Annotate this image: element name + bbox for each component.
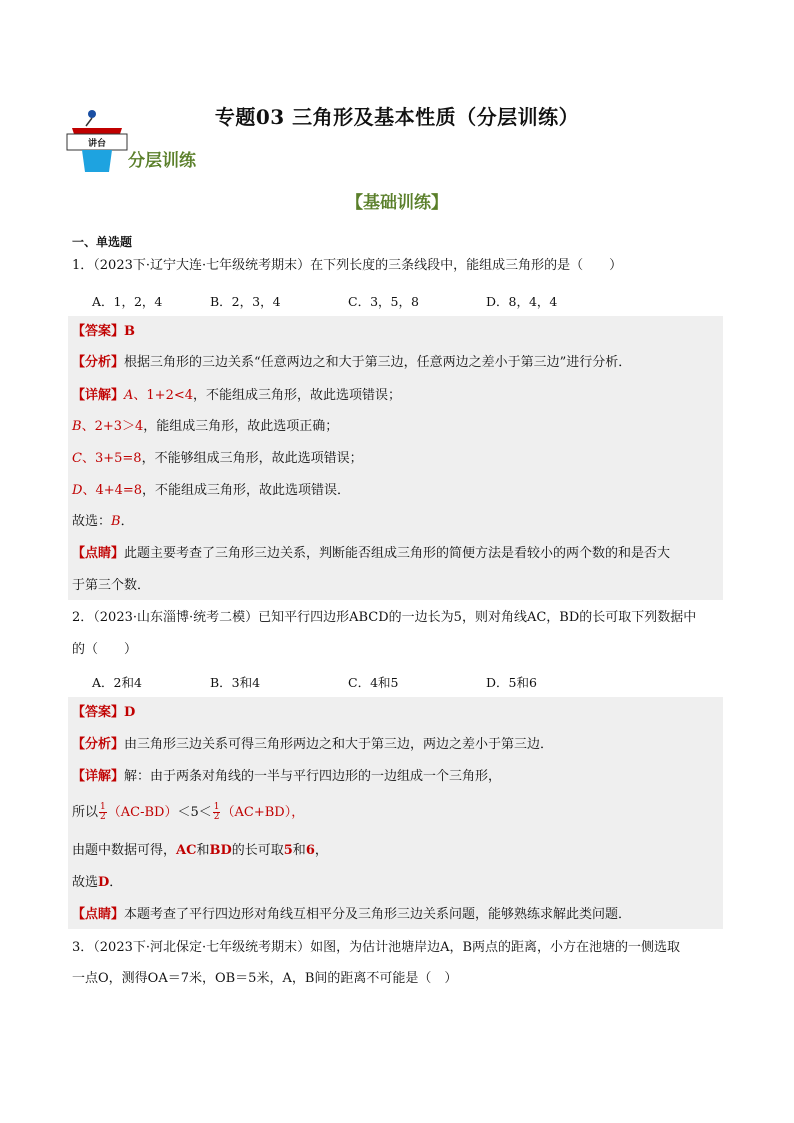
q2-stem-line1: 2．（2023·山东淄博·统考二模）已知平行四边形ABCD的一边长为5，则对角线AC，BD的长可取下列数据中 bbox=[72, 610, 697, 625]
q2-analysis-line: 【分析】由三角形三边关系可得三角形两边之和大于第三边，两边之差小于第三边． bbox=[72, 737, 554, 752]
q2-inequality: 所以 $\frac{1}{2}$ （AC-BD）＜5＜ $\frac{1}{2}$ （AC+BD）， bbox=[72, 802, 305, 822]
q1-option-a: A．1，2，4 bbox=[92, 294, 163, 309]
q1-options bbox=[92, 292, 712, 310]
page-title: 专题03 三角形及基本性质（分层训练） bbox=[214, 105, 580, 129]
q1-conclusion: 故选：B． bbox=[72, 514, 134, 529]
q2-comment: 【点睛】本题考查了平行四边形对角线互相平分及三角形三边关系问题，能够熟练求解此类问题． bbox=[72, 907, 632, 922]
q2-option-c: C．4和5 bbox=[348, 675, 399, 690]
q1-option-b: B．2，3，4 bbox=[210, 294, 281, 309]
q1-detail-d: D、4+4=8，不能组成三角形，故此选项错误． bbox=[72, 483, 351, 498]
q2-conclusion: 故选D． bbox=[72, 875, 123, 890]
q1-detail-c: C、3+5=8，不能够组成三角形，故此选项错误； bbox=[72, 451, 363, 466]
q2-option-b: B．3和4 bbox=[210, 675, 261, 690]
q1-detail-b: B、2+3＞4，能组成三角形，故此选项正确； bbox=[72, 419, 339, 434]
q1-comment-line1: 【点睛】此题主要考查了三角形三边关系，判断能否组成三角形的简便方法是看较小的两个数的和是否大 bbox=[72, 546, 671, 561]
q1-answer-line: 【答案】B bbox=[72, 324, 136, 339]
badge-label: 分层训练 bbox=[128, 151, 196, 171]
q2-detail-line: 【详解】解：由于两条对角线的一半与平行四边形的一边组成一个三角形， bbox=[72, 769, 502, 784]
q3-stem-line1: 3．（2023下·河北保定·七年级统考期末）如图，为估计池塘岸边A，B两点的距离，小方在池塘的一侧选取 bbox=[72, 940, 681, 955]
q2-options bbox=[92, 673, 712, 691]
q2-data-line: 由题中数据可得，AC和BD的长可取5和6， bbox=[72, 843, 328, 858]
section-heading: 【基础训练】 bbox=[346, 193, 448, 213]
podium-label: 讲台 bbox=[87, 139, 107, 149]
part-label: 一、单选题 bbox=[72, 235, 133, 249]
q1-comment-line2: 于第三个数． bbox=[72, 578, 151, 593]
q2-option-a: A．2和4 bbox=[92, 675, 142, 690]
q1-option-d: D．8，4，4 bbox=[486, 294, 558, 309]
q3-stem-line2: 一点O，测得OA＝7米，OB＝5米，A，B间的距离不可能是（ ） bbox=[72, 971, 458, 986]
q1-stem: 1．（2023下·辽宁大连·七年级统考期末）在下列长度的三条线段中，能组成三角形的是（ ） bbox=[72, 258, 623, 273]
q2-option-d: D．5和6 bbox=[486, 675, 537, 690]
q2-answer-line: 【答案】D bbox=[72, 705, 136, 720]
q2-stem-line2: 的（ ） bbox=[72, 642, 138, 657]
q1-analysis-line: 【分析】根据三角形的三边关系“任意两边之和大于第三边，任意两边之差小于第三边”进行分析． bbox=[72, 355, 632, 370]
podium-logo bbox=[62, 106, 132, 176]
q1-detail-a: 【详解】A、1+2<4，不能组成三角形，故此选项错误； bbox=[72, 388, 402, 403]
q1-option-c: C．3，5，8 bbox=[348, 294, 419, 309]
